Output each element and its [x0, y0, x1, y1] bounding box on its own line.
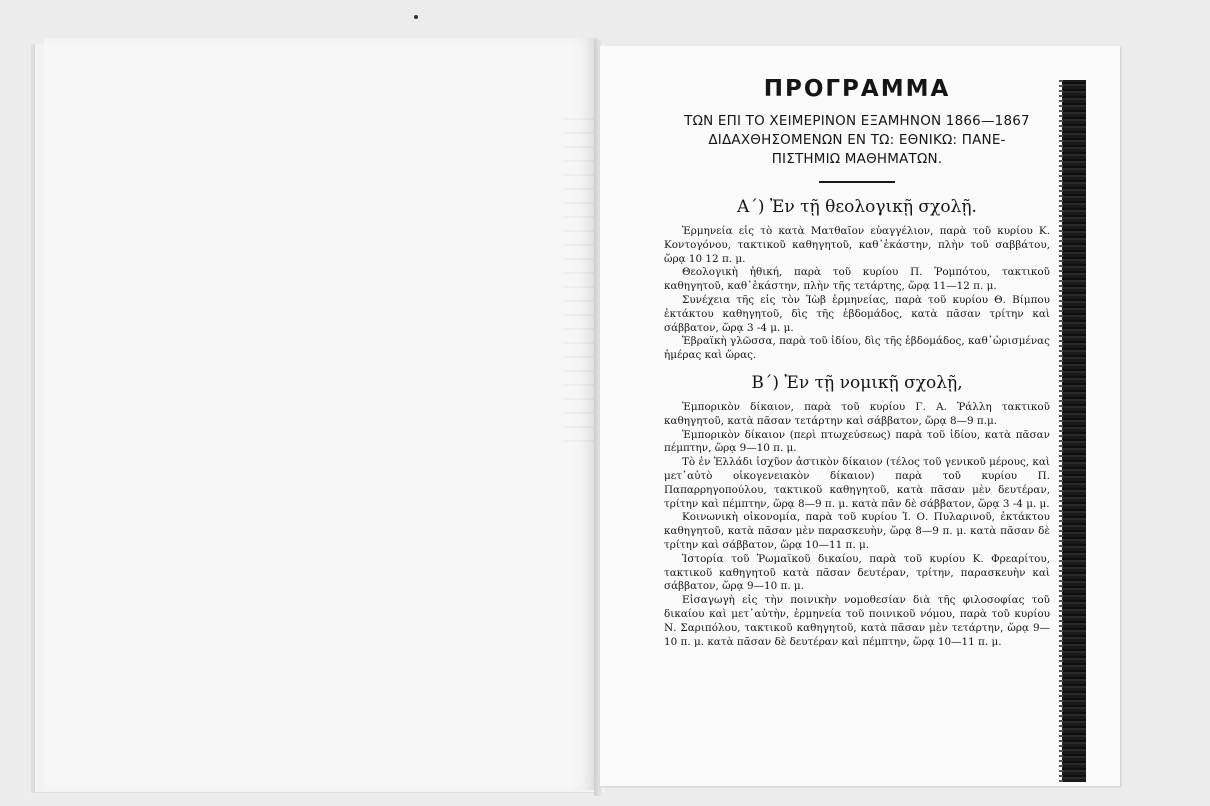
- section-b-paragraph: Ἐμπορικὸν δίκαιον (περὶ πτωχεύσεως) παρὰ τοῦ ἰδίου, κατὰ πᾶσαν πέμπτην, ὥρᾳ 9—10 π. μ.: [664, 428, 1050, 455]
- divider-rule: [819, 181, 895, 183]
- speck: [414, 15, 418, 19]
- section-b-paragraph: Εἰσαγωγὴ εἰς τὴν ποινικὴν νομοθεσίαν διὰ τῆς φιλοσοφίας τοῦ δικαίου καὶ μετ᾽αὐτὴν, ἑρμηνεία τοῦ ποινικοῦ νόμου, παρὰ τοῦ κυρίου Ν. Σαριπόλου, τακτικοῦ καθηγητοῦ, κατὰ πᾶσαν μὲν τετάρτην, ὥρᾳ 9—10 π. μ. κατὰ πᾶσαν δὲ δευτέραν καὶ πέμπτην, ὥρᾳ 10—11 π. μ.: [664, 594, 1050, 648]
- section-a-paragraph: Θεολογικὴ ἠθική, παρὰ τοῦ κυρίου Π. Ῥομπότου, τακτικοῦ καθηγητοῦ, καθ᾽ἑκάστην, πλὴν τῆς τετάρτης, ὥρᾳ 11—12 π. μ.: [664, 266, 1050, 293]
- section-b-paragraph: Τὸ ἐν Ἑλλάδι ἰσχῦον ἀστικὸν δίκαιον (τέλος τοῦ γενικοῦ μέρους, καὶ μετ᾽αὐτὸ οἰκογενειακὸν δίκαιον) παρὰ τοῦ κυρίου Π. Παπαρρηγοπούλου, τακτικοῦ καθηγητοῦ, κατὰ πᾶσαν μὲν δευτέραν, τρίτην καὶ πέμπτην, ὥρᾳ 8—9 π. μ. κατὰ πᾶν δὲ σάββατον, ὥρᾳ 3 -4 μ. μ.: [664, 456, 1050, 510]
- left-page-blank: [44, 38, 598, 790]
- subtitle-line-2: ΔΙΔΑΧΘΗΣΟΜΕΝΩΝ ΕΝ ΤΩ: ΕΘΝΙΚΩ: ΠΑΝΕ-: [708, 132, 1006, 148]
- page-content: [664, 76, 1050, 649]
- scan-edge-shadow: [1062, 80, 1086, 782]
- section-a-paragraph: Ἑβραϊκὴ γλῶσσα, παρὰ τοῦ ἰδίου, δὶς τῆς ἑβδομάδος, καθ᾽ὡρισμένας ἡμέρας καὶ ὥρας.: [664, 335, 1050, 362]
- section-a-paragraph: Συνέχεια τῆς εἰς τὸν Ἰὼβ ἑρμηνείας, παρὰ τοῦ κυρίου Θ. Βίμπου ἐκτάκτου καθηγητοῦ, δὶς τῆς ἑβδομάδος, κατὰ πᾶσαν τρίτην καὶ σάββατον, ὥρᾳ 3 -4 μ. μ.: [664, 293, 1050, 334]
- section-b-paragraph: Ἐμπορικὸν δίκαιον, παρὰ τοῦ κυρίου Γ. Α. Ῥάλλη τακτικοῦ καθηγητοῦ, κατὰ πᾶσαν τετάρτην καὶ σάββατον, ὥρᾳ 8—9 π.μ.: [664, 400, 1050, 427]
- section-a-heading: Α΄) Ἐν τῇ θεολογικῇ σχολῇ.: [737, 197, 977, 217]
- section-b-paragraph: Κοινωνικὴ οἰκονομία, παρὰ τοῦ κυρίου Ἰ. Ο. Πυλαρινοῦ, ἐκτάκτου καθηγητοῦ, κατὰ πᾶσαν μὲν παρασκευὴν, ὥρᾳ 8—9 π. μ. κατὰ πᾶσαν δὲ τρίτην καὶ σάββατον, ὥρᾳ 10—11 π. μ.: [664, 511, 1050, 551]
- section-b-heading: Β΄) Ἐν τῇ νομικῇ σχολῇ,: [751, 372, 963, 393]
- section-b-paragraph: Ἱστορία τοῦ Ῥωμαϊκοῦ δικαίου, παρὰ τοῦ κυρίου Κ. Φρεαρίτου, τακτικοῦ καθηγητοῦ κατὰ πᾶσαν δευτέραν, τρίτην, παρασκευὴν καὶ σάββατον, ὥρᾳ 9—10 π. μ.: [664, 552, 1050, 593]
- subtitle-line-1: ΤΩΝ ΕΠΙ ΤΟ ΧΕΙΜΕΡΙΝΟΝ ΕΞΑΜΗΝΟΝ 1866—1867: [684, 113, 1030, 129]
- subtitle-line-3: ΠΙΣΤΗΜΙΩ ΜΑΘΗΜΑΤΩΝ.: [771, 151, 943, 167]
- page-title: ΠΡΟΓΡΑΜΜΑ: [763, 76, 951, 102]
- section-a-paragraph: Ἑρμηνεία εἰς τὸ κατὰ Ματθαῖον εὐαγγέλιον, παρὰ τοῦ κυρίου Κ. Κοντογόνου, τακτικοῦ καθηγητοῦ, καθ᾽ἑκάστην, πλὴν τοῦ σαββάτου, ὥρᾳ 10 12 π. μ.: [664, 225, 1050, 265]
